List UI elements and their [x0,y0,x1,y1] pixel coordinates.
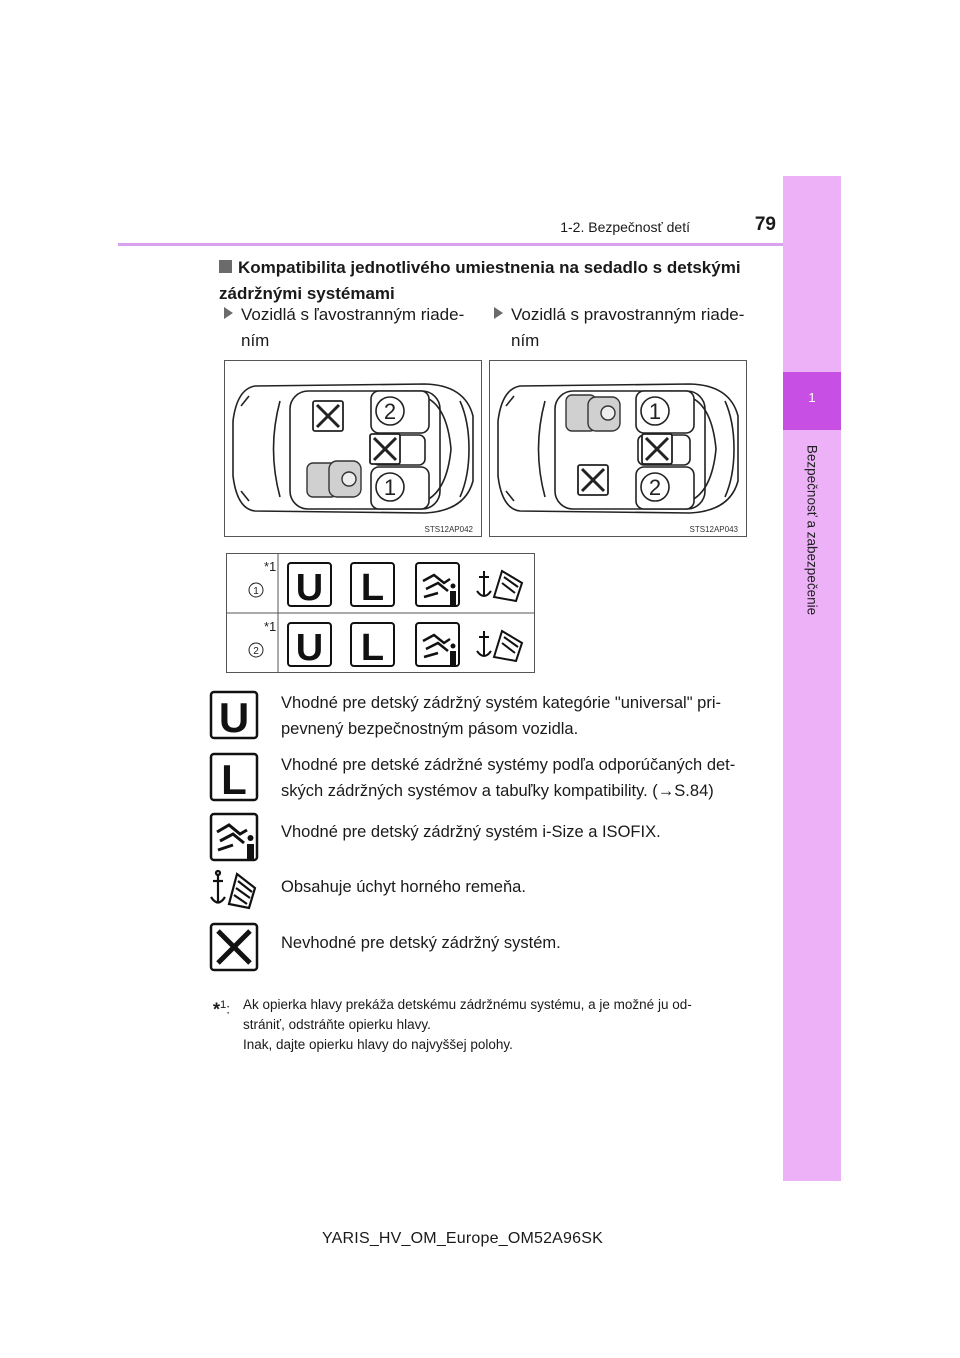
page-number: 79 [754,214,776,235]
chapter-tab [783,176,841,1181]
isize-seat-icon [416,623,459,666]
top-tether-legend-icon [209,868,259,915]
universal-symbol: U [295,627,324,669]
rear-window [274,401,281,497]
cross-legend-icon [209,922,259,977]
semi-universal-legend-text: Vhodné pre detské zádržné systémy podľa odporúčaných det- ských zádržných systémov a tabuľky kompatibility. (→S.84) [281,756,736,800]
isize-legend-icon [209,812,259,867]
table-row [249,619,522,669]
isize-legend-text: Vhodné pre detský zádržný systém i-Size a ISOFIX. [281,823,661,841]
compatibility-table [226,553,535,673]
seat-2-label: 2 [383,399,397,424]
seat-label: 2 [253,646,259,657]
section-heading [219,255,759,307]
top-tether-icon [477,631,522,661]
semi-universal-legend-icon [209,752,259,807]
header-rule [118,243,783,246]
section-title: 1-2. Bezpečnosť detí [560,219,690,235]
semi-universal-symbol: L [360,567,385,609]
diagram-left-hand-drive [224,360,482,537]
subhead-right-hand-drive: Vozidlá s pravostranným riade- ním [494,302,754,354]
child-seat-occupant [566,395,620,431]
isize-seat-icon [416,563,459,606]
footnote-ref: *1 [264,559,277,574]
rear-window [539,401,546,497]
diagram-code: STS12AP042 [424,525,473,534]
diagram-right-hand-drive [489,360,747,537]
top-tether-icon [477,571,522,601]
seat-2-label: 2 [648,475,662,500]
footnote: *$^1$: Ak opierka hlavy prekáža detskému zádržnému systému, a je možné ju od- strániť, odstráňte opierku hlavy. Inak, dajte opierku hlavy do najvyššej polohy. [213,997,692,1052]
footnote-ref: *1 [264,619,277,634]
seat-1-label: 1 [648,399,662,424]
subhead-left-hand-drive: Vozidlá s ľavostranným riade- ním [224,302,474,354]
document-code: YARIS_HV_OM_Europe_OM52A96SK [322,1230,603,1247]
svg-text:L: L [221,756,247,802]
universal-symbol: U [295,567,324,609]
top-tether-legend-text: Obsahuje úchyt horného remeňa. [281,878,526,896]
universal-legend-icon [209,690,259,745]
footnote-marker: * [213,999,221,1020]
diagram-code: STS12AP043 [689,525,738,534]
triangle-bullet-icon [224,307,233,319]
semi-universal-symbol: L [360,627,385,669]
seat-label: 1 [253,586,259,597]
universal-legend-text: Vhodné pre detský zádržný systém kategórie "universal" pri- pevnený bezpečnostným pásom vozidla. [281,694,721,738]
heading-text: Kompatibilita jednotlivého umiestnenia na sedadlo s detskými zádržnými systémami [219,258,741,303]
svg-text:U: U [218,694,250,740]
unsuitable-legend-text: Nevhodné pre detský zádržný systém. [281,934,561,952]
triangle-bullet-icon [494,307,503,319]
seat-1-label: 1 [383,475,397,500]
square-bullet-icon [219,260,232,273]
chapter-title: Bezpečnosť a zabezpečenie [804,444,820,616]
child-seat-occupant [307,461,361,497]
table-row [249,559,522,609]
chapter-number: 1 [808,390,816,405]
